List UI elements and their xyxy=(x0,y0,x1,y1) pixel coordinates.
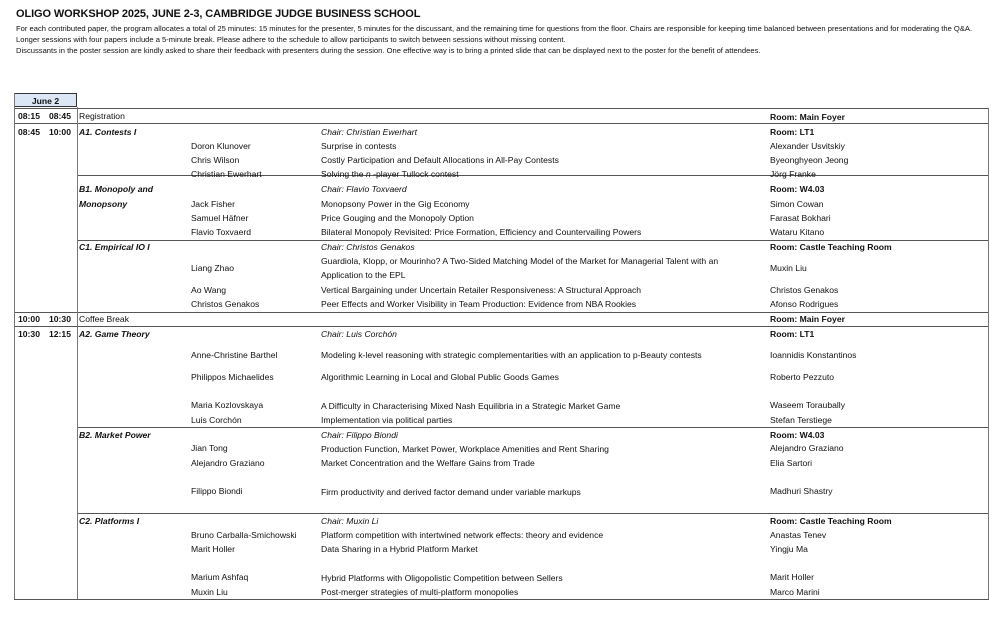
row-divider xyxy=(14,108,989,109)
room-label: Room: Main Foyer xyxy=(770,314,845,324)
paper-title: Surprise in contests xyxy=(321,141,397,151)
presenter: Luis Corchón xyxy=(191,415,242,425)
discussant: Wataru Kitano xyxy=(770,227,825,237)
presenter: Doron Klunover xyxy=(191,141,251,151)
room-label: Room: W4.03 xyxy=(770,430,825,440)
slot-label: Registration xyxy=(79,111,125,121)
discussant: Jörg Franke xyxy=(770,169,816,179)
room-label: Room: W4.03 xyxy=(770,184,825,194)
room-label: Room: LT1 xyxy=(770,127,815,137)
document-title: OLIGO WORKSHOP 2025, JUNE 2-3, CAMBRIDGE JUDGE BUSINESS SCHOOL xyxy=(16,8,421,20)
session-chair: Chair: Filippo Biondi xyxy=(321,430,398,440)
slot-end: 10:30 xyxy=(49,314,71,324)
slot-start: 10:00 xyxy=(18,314,40,324)
paper-title: Bilateral Monopoly Revisited: Price Formation, Efficiency and Countervailing Powers xyxy=(321,227,642,237)
session-name: A2. Game Theory xyxy=(79,329,150,339)
presenter: Marit Holler xyxy=(191,544,235,554)
presenter: Muxin Liu xyxy=(191,587,228,597)
paper-title: Post-merger strategies of multi-platform monopolies xyxy=(321,587,519,597)
paper-title: Peer Effects and Worker Visibility in Team Production: Evidence from NBA Rookies xyxy=(321,299,637,309)
session-chair: Chair: Muxin Li xyxy=(321,516,379,526)
row-divider xyxy=(14,599,989,600)
paper-title: Costly Participation and Default Allocations in All-Pay Contests xyxy=(321,155,559,165)
room-label: Room: Castle Teaching Room xyxy=(770,516,892,526)
slot-start: 08:45 xyxy=(18,127,40,137)
presenter: Bruno Carballa-Smichowski xyxy=(191,530,297,540)
discussant: Yingju Ma xyxy=(770,544,808,554)
session-chair: Chair: Flavio Toxvaerd xyxy=(321,184,407,194)
row-divider xyxy=(78,427,989,428)
presenter: Anne-Christine Barthel xyxy=(191,350,278,360)
column-divider xyxy=(77,107,78,599)
discussant: Alexander Usvitskiy xyxy=(770,141,845,151)
presenter: Samuel Häfner xyxy=(191,213,249,223)
slot-end: 12:15 xyxy=(49,329,71,339)
discussant: Farasat Bokhari xyxy=(770,213,831,223)
paper-title: Vertical Bargaining under Uncertain Retailer Responsiveness: A Structural Approach xyxy=(321,285,642,295)
presenter: Liang Zhao xyxy=(191,263,235,273)
presenter: Jian Tong xyxy=(191,443,228,453)
room-label: Room: Castle Teaching Room xyxy=(770,242,892,252)
presenter: Flavio Toxvaerd xyxy=(191,227,252,237)
schedule-table xyxy=(14,93,989,603)
poster-note: Discussants in the poster session are kindly asked to share their feedback with presenters during the session. One effective way is to bring a printed slide that can be displayed next to the poster for the benefit of attendees. xyxy=(16,46,761,55)
discussant: Anastas Tenev xyxy=(770,530,827,540)
presenter: Christos Genakos xyxy=(191,299,260,309)
presenter: Christian Ewerhart xyxy=(191,169,262,179)
discussant: Stefan Terstiege xyxy=(770,415,832,425)
paper-title: Firm productivity and derived factor demand under variable markups xyxy=(321,487,581,497)
paper-title: Solving the n -player Tullock contest xyxy=(321,169,459,179)
row-divider xyxy=(14,326,989,327)
paper-title: Data Sharing in a Hybrid Platform Market xyxy=(321,544,478,554)
discussant: Simon Cowan xyxy=(770,199,824,209)
discussant: Elia Sartori xyxy=(770,458,813,468)
discussant: Ioannidis Konstantinos xyxy=(770,350,857,360)
session-name-cont: Monopsony xyxy=(79,199,128,209)
discussant: Muxin Liu xyxy=(770,263,807,273)
room-label: Room: LT1 xyxy=(770,329,815,339)
discussant: Roberto Pezzuto xyxy=(770,372,835,382)
paper-title: Algorithmic Learning in Local and Global Public Goods Games xyxy=(321,372,559,382)
presenter: Jack Fisher xyxy=(191,199,235,209)
slot-label: Coffee Break xyxy=(79,314,130,324)
discussant: Madhuri Shastry xyxy=(770,486,833,496)
presenter: Ao Wang xyxy=(191,285,227,295)
break-note: Longer sessions with four papers include a 5-minute break. Please adhere to the schedule to allow participants to switch between sessions without missing content. xyxy=(16,35,566,44)
session-name: B1. Monopoly and xyxy=(79,184,153,194)
discussant: Waseem Toraubally xyxy=(770,400,845,410)
presenter: Alejandro Graziano xyxy=(191,458,265,468)
presenter: Chris Wilson xyxy=(191,155,240,165)
discussant: Christos Genakos xyxy=(770,285,839,295)
column-divider xyxy=(14,93,15,599)
paper-title: Production Function, Market Power, Workplace Amenities and Rent Sharing xyxy=(321,444,609,454)
presenter: Filippo Biondi xyxy=(191,486,243,496)
paper-title: Implementation via political parties xyxy=(321,415,453,425)
discussant: Byeonghyeon Jeong xyxy=(770,155,849,165)
room-label: Room: Main Foyer xyxy=(770,112,845,122)
presenter: Maria Kozlovskaya xyxy=(191,400,264,410)
paper-title: Platform competition with intertwined network effects: theory and evidence xyxy=(321,530,604,540)
discussant: Marit Holler xyxy=(770,572,814,582)
session-name: B2. Market Power xyxy=(79,430,151,440)
session-name: C2. Platforms I xyxy=(79,516,140,526)
session-chair: Chair: Christian Ewerhart xyxy=(321,127,417,137)
session-chair: Chair: Luis Corchón xyxy=(321,329,397,339)
slot-start: 10:30 xyxy=(18,329,40,339)
session-name: C1. Empirical IO I xyxy=(79,242,150,252)
session-chair: Chair: Christos Genakos xyxy=(321,242,415,252)
discussant: Marco Marini xyxy=(770,587,820,597)
discussant: Afonso Rodrigues xyxy=(770,299,839,309)
paper-title: A Difficulty in Characterising Mixed Nash Equilibria in a Strategic Market Game xyxy=(321,401,621,411)
session-name: A1. Contests I xyxy=(79,127,137,137)
discussant: Alejandro Graziano xyxy=(770,443,844,453)
slot-end: 08:45 xyxy=(49,111,71,121)
presenter: Philippos Michaelides xyxy=(191,372,274,382)
paper-title: Market Concentration and the Welfare Gains from Trade xyxy=(321,458,535,468)
day-header: June 2 xyxy=(14,93,77,107)
paper-title: Modeling k-level reasoning with strategic complementarities with an application to p-Beauty contests xyxy=(321,350,702,360)
paper-title: Guardiola, Klopp, or Mourinho? A Two-Sided Matching Model of the Market for Managerial Talent with an Application to the EPL xyxy=(321,256,719,280)
presenter: Marium Ashfaq xyxy=(191,572,249,582)
slot-start: 08:15 xyxy=(18,111,40,121)
paper-title: Hybrid Platforms with Oligopolistic Competition between Sellers xyxy=(321,573,563,583)
paper-title: Price Gouging and the Monopoly Option xyxy=(321,213,474,223)
timing-note: For each contributed paper, the program allocates a total of 25 minutes: 15 minutes for the presenter, 5 minutes for the discussant, and the remaining time for questions from the floor. Chairs are responsible for keeping time balanced between presentations and for moderating the Q&A. xyxy=(16,24,973,33)
slot-end: 10:00 xyxy=(49,127,71,137)
column-divider xyxy=(988,108,989,599)
document-header xyxy=(16,8,986,56)
paper-title: Monopsony Power in the Gig Economy xyxy=(321,199,470,209)
